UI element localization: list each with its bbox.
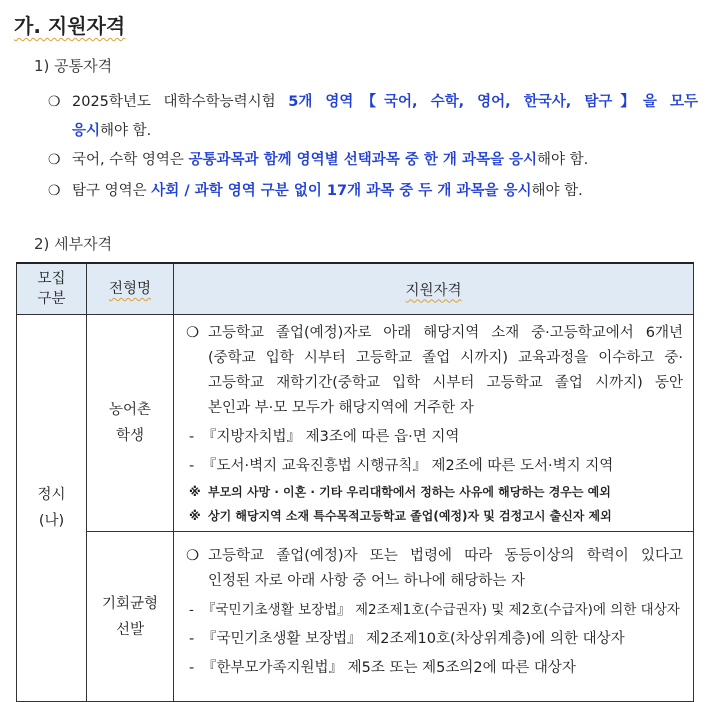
opportunity-dash-3	[186, 656, 683, 681]
rural-bullet-line: 고등학교 재학기간(중학교 입학 시부터 고등학교 졸업 시까지) 동안	[208, 375, 683, 391]
common-item-1-blue2: 응시	[72, 123, 101, 139]
header-qualification	[174, 263, 694, 315]
type-cell-opportunity	[87, 532, 174, 702]
opportunity-dash-1	[186, 598, 683, 623]
opportunity-dash-text: 『한부모가족지원법』 제5조 또는 제5조의2에 따른 대상자	[202, 660, 576, 676]
common-item-2-pre: 국어, 수학 영역은	[72, 152, 189, 168]
common-item-1-pre: 2025학년도 대학수학능력시험	[72, 94, 289, 110]
opportunity-main-bullet	[186, 544, 683, 594]
category-cell	[17, 315, 87, 702]
circle-bullet-icon: ❍	[186, 548, 199, 564]
dash-icon: -	[189, 429, 195, 445]
opportunity-bullet-line: 고등학교 졸업(예정)자 또는 법령에 따라 동등이상의 학력이 있다고	[208, 548, 683, 564]
rural-main-bullet	[186, 321, 683, 421]
type-opportunity-line2: 선발	[115, 621, 144, 638]
reference-mark-icon: ※	[189, 509, 201, 523]
header-category-line2: 구분	[37, 291, 66, 307]
qualification-table	[16, 262, 694, 702]
common-item-1-blue: 5개 영역【국어, 수학, 영어, 한국사, 탐구】을 모두	[288, 94, 698, 110]
rural-bullet-line: (중학교 입학 시부터 고등학교 졸업 시까지) 교육과정을 이수하고 중·	[208, 350, 683, 366]
opportunity-dash-text: 『국민기초생활 보장법』 제2조제1호(수급권자) 및 제2호(수급자)에 의한 대상자	[202, 602, 680, 618]
opportunity-bullet-line: 인정된 자로 아래 사항 중 어느 하나에 해당하는 자	[208, 573, 526, 589]
circle-bullet-icon: ❍	[48, 152, 61, 168]
common-item-3	[48, 177, 698, 206]
common-item-1-line1	[72, 88, 698, 117]
header-type-text: 전형명	[108, 281, 152, 297]
detail-heading: 2) 세부자격	[34, 235, 113, 253]
rural-note-text: 상기 해당지역 소재 특수목적고등학교 졸업(예정)자 및 검정고시 출신자 제외	[208, 509, 612, 523]
common-item-1-post: 해야 함.	[100, 123, 152, 139]
common-item-2-blue: 공통과목과 함께 영역별 선택과목 중 한 개 과목을 응시	[188, 152, 538, 168]
table-header-row	[17, 263, 694, 315]
common-item-1	[48, 88, 698, 146]
rural-dash-1	[186, 425, 683, 450]
type-opportunity-line1: 기회균형	[101, 595, 159, 612]
type-cell-rural	[87, 315, 174, 532]
header-category-line1: 모집	[37, 271, 66, 287]
reference-mark-icon: ※	[189, 485, 201, 499]
table-row	[17, 315, 694, 532]
section-title	[14, 10, 125, 39]
header-type	[87, 263, 174, 315]
circle-bullet-icon: ❍	[186, 325, 199, 341]
qualification-cell-opportunity	[174, 532, 694, 702]
circle-bullet-icon: ❍	[48, 183, 61, 199]
qualification-cell-rural	[174, 315, 694, 532]
section-title-text: 가. 지원자격	[14, 14, 126, 38]
dash-icon: -	[189, 631, 195, 647]
rural-bullet-line: 본인과 부·모 모두가 해당지역에 거주한 자	[208, 400, 474, 416]
dash-icon: -	[189, 458, 195, 474]
header-category	[17, 263, 87, 315]
common-item-2-post: 해야 함.	[537, 152, 589, 168]
common-item-3-blue: 사회 / 과학 영역 구분 없이 17개 과목 중 두 개 과목을 응시	[151, 183, 532, 199]
type-rural-line2: 학생	[115, 428, 144, 444]
table-row	[17, 532, 694, 702]
rural-note-1	[186, 481, 683, 503]
opportunity-dash-2	[186, 627, 683, 652]
dash-icon: -	[189, 602, 194, 618]
header-qualification-text: 지원자격	[405, 282, 462, 299]
rural-dash-text: 『지방자치법』 제3조에 따른 읍·면 지역	[202, 429, 460, 445]
rural-note-2	[186, 505, 683, 527]
common-item-3-pre: 탐구 영역은	[72, 183, 152, 199]
common-item-2	[48, 146, 698, 175]
rural-note-text: 부모의 사망 · 이혼 · 기타 우리대학에서 정하는 사유에 해당하는 경우는 예외	[208, 485, 611, 499]
circle-bullet-icon: ❍	[48, 94, 61, 110]
category-line2: (나)	[38, 513, 65, 529]
type-rural-line1: 농어촌	[108, 402, 152, 418]
common-item-1-line2	[72, 117, 698, 146]
category-line1: 정시	[37, 487, 66, 503]
rural-dash-2	[186, 454, 683, 479]
common-heading: 1) 공통자격	[34, 57, 113, 75]
opportunity-dash-text: 『국민기초생활 보장법』 제2조제10호(차상위계층)에 의한 대상자	[202, 631, 625, 647]
rural-dash-text: 『도서·벽지 교육진흥법 시행규칙』 제2조에 따른 도서·벽지 지역	[202, 458, 614, 474]
dash-icon: -	[189, 660, 195, 676]
rural-bullet-line: 고등학교 졸업(예정)자로 아래 해당지역 소재 중·고등학교에서 6개년	[208, 325, 683, 341]
common-item-3-post: 해야 함.	[531, 183, 583, 199]
